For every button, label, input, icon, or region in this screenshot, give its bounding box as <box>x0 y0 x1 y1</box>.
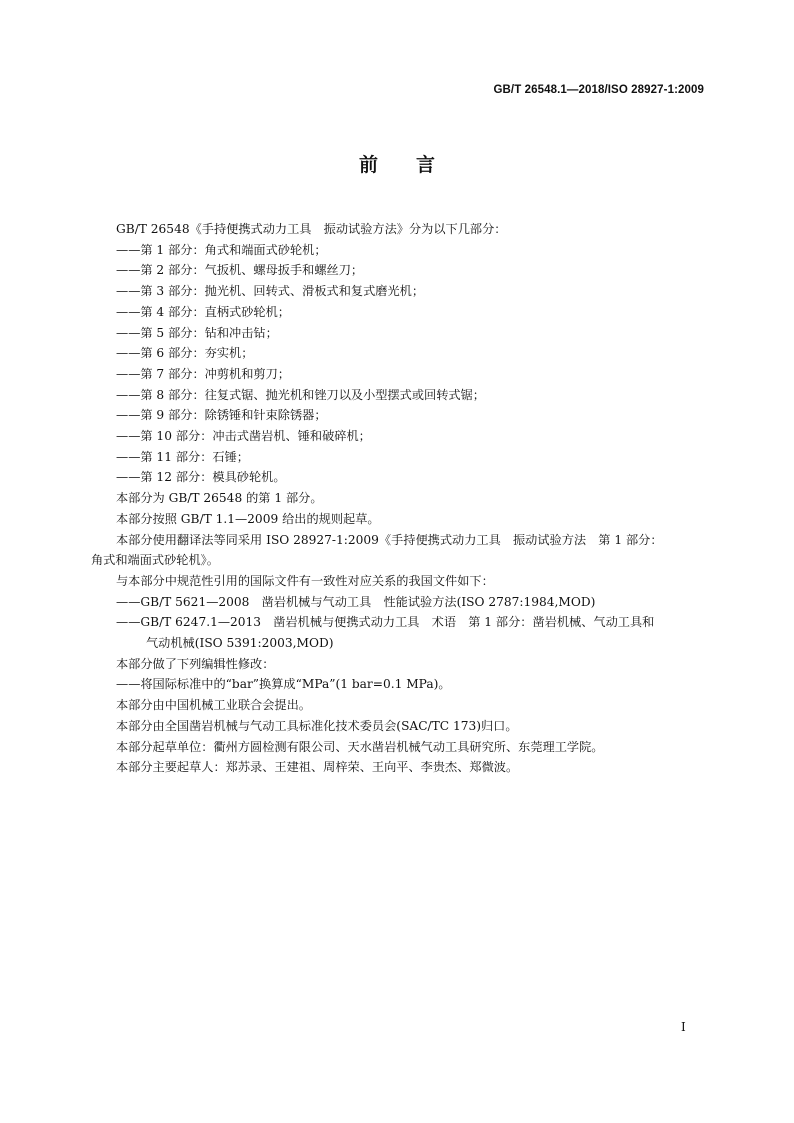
paragraph: 本部分做了下列编辑性修改： <box>116 656 275 671</box>
foreword-body <box>91 219 707 778</box>
standard-number-header: GB/T 26548.1—2018/ISO 28927-1:2009 <box>493 84 704 96</box>
part-list-item: ——第 11 部分：石锤； <box>116 449 249 464</box>
part-list-item: ——第 7 部分：冲剪机和剪刀； <box>116 366 290 381</box>
intro-paragraph: GB/T 26548《手持便携式动力工具 振动试验方法》分为以下几部分： <box>116 222 507 236</box>
paragraph: 本部分使用翻译法等同采用 ISO 28927-1:2009《手持便携式动力工具 振动试验方法 第 1 部分： <box>116 532 663 547</box>
page-number: I <box>681 1020 686 1034</box>
part-list-item: ——第 5 部分：钻和冲击钻； <box>116 325 278 340</box>
paragraph: 本部分为 GB/T 26548 的第 1 部分。 <box>116 491 323 506</box>
part-list-item: ——第 9 部分：除锈锤和针束除锈器； <box>116 408 327 423</box>
modification-list-item: ——将国际标准中的“bar”换算成“MPa”(1 bar=0.1 MPa)。 <box>116 677 451 692</box>
reference-list-item: ——GB/T 6247.1—2013 凿岩机械与便携式动力工具 术语 第 1 部分：凿岩机械、气动工具和 <box>116 615 655 630</box>
reference-list-item: ——GB/T 5621—2008 凿岩机械与气动工具 性能试验方法(ISO 2787:1984,MOD) <box>116 594 596 609</box>
part-list-item: ——第 4 部分：直柄式砂轮机； <box>116 304 290 319</box>
paragraph: 与本部分中规范性引用的国际文件有一致性对应关系的我国文件如下： <box>116 573 494 588</box>
reference-list-item-continuation: 气动机械(ISO 5391:2003,MOD) <box>146 636 334 651</box>
part-list-item: ——第 3 部分：抛光机、回转式、滑板式和复式磨光机； <box>116 284 425 299</box>
part-list-item: ——第 1 部分：角式和端面式砂轮机； <box>116 242 327 257</box>
paragraph: 本部分由中国机械工业联合会提出。 <box>116 698 311 713</box>
paragraph: 本部分按照 GB/T 1.1—2009 给出的规则起草。 <box>116 511 380 526</box>
page-title: 前言 <box>358 154 473 176</box>
part-list-item: ——第 2 部分：气扳机、螺母扳手和螺丝刀； <box>116 263 364 278</box>
part-list-item: ——第 10 部分：冲击式凿岩机、锤和破碎机； <box>116 429 371 444</box>
part-list-item: ——第 12 部分：模具砂轮机。 <box>116 470 286 485</box>
paragraph: 本部分起草单位：衢州方圆检测有限公司、天水凿岩机械气动工具研究所、东莞理工学院。 <box>116 739 604 754</box>
paragraph-continuation: 角式和端面式砂轮机》。 <box>91 553 219 568</box>
paragraph: 本部分由全国凿岩机械与气动工具标准化技术委员会(SAC/TC 173)归口。 <box>116 718 518 733</box>
part-list-item: ——第 8 部分：往复式锯、抛光机和锉刀以及小型摆式或回转式锯； <box>116 387 485 402</box>
paragraph: 本部分主要起草人：郑苏录、王建祖、周梓荣、王向平、李贵杰、郑微波。 <box>116 760 519 775</box>
part-list-item: ——第 6 部分：夯实机； <box>116 346 254 361</box>
